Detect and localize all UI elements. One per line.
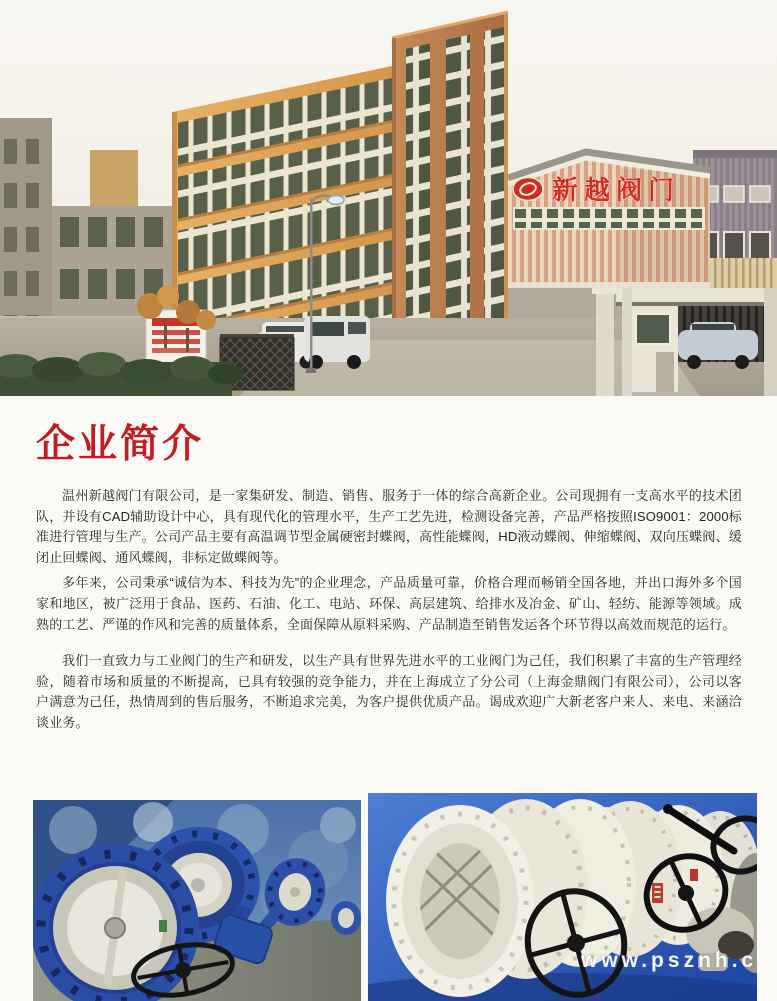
factory-building [508, 152, 710, 292]
page-title: 企业简介 [36, 423, 205, 466]
factory-campus-photo [0, 0, 777, 396]
paragraph-3: 我们一直致力与工业阀门的生产和研发，以生产具有世界先进水平的工业阀门为己任，我们积累了丰富的生产管理经验，随着市场和质量的不断提高，已具有较强的竞争能力，并在上海成立了分公司（上海金鼎阀门有限公司），公司以客户满意为己任，热情周到的售后服务，不断追求完美，为客户提供优质产品。谒成欢迎广大新老客户来人、来电、来涵洽谈业务。 [36, 653, 742, 730]
tiny-valve [331, 901, 361, 935]
factory-sign-text: 新越阀门 [552, 175, 681, 205]
gate-pillar [596, 290, 614, 396]
company-profile-text [36, 486, 742, 734]
xinyue-logo-icon [513, 178, 543, 201]
paragraph-1: 温州新越阀门有限公司，是一家集研发、制造、销售、服务于一体的综合高新企业。公司现拥有一支高水平的技术团队，并设有CAD辅助设计中心，具有现代化的管理水平，生产工艺先进，检测设备完善，产品严格按照ISO9001：2000标准进行管理与生产。公司产品主要有高温调节型金属硬密封蝶阀，高性能蝶阀，HD液动蝶阀、伸缩蝶阀、双向压蝶阀、缓闭止回蝶阀、通风蝶阀，非标定做蝶阀等。 [36, 488, 742, 565]
paragraph-2: 多年来，公司秉承“诚信为本、科技为先”的企业理念，产品质量可靠，价格合理而畅销全国各地，并出口海外多个国家和地区，被广泛用于食品、医药、石油、化工、电站、环保、高层建筑、给排水及冶金、矿山、轻纺、能源等领域。成熟的工艺、严谨的作风和完善的质量体系，全面保障从原料采购、产品制造至销售发运各个环节得以高效而规范的运行。 [36, 575, 742, 632]
watermark-text: www.psznh.c [581, 949, 758, 972]
butterfly-valves-photo [33, 800, 361, 1001]
